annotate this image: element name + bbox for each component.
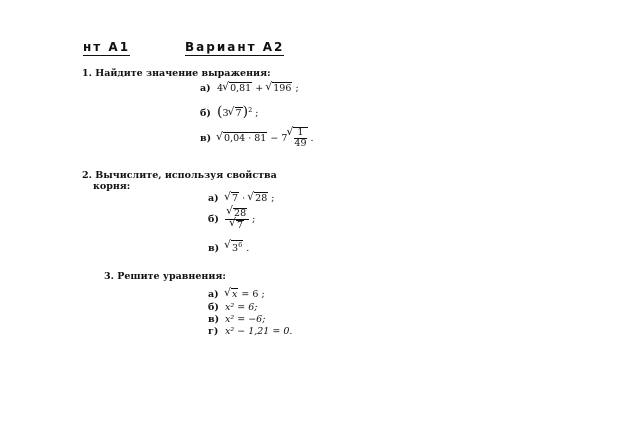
item-label: в) bbox=[208, 314, 220, 325]
task3-item-c bbox=[208, 314, 265, 325]
task1-item-b bbox=[200, 104, 258, 120]
equation: x² = 6; bbox=[225, 302, 258, 313]
task2-title-line2: корня: bbox=[93, 181, 131, 192]
item-label: б) bbox=[208, 214, 219, 225]
task1-item-c bbox=[200, 127, 314, 149]
radicand: 7 bbox=[237, 220, 244, 231]
equation: x² − 1,21 = 0. bbox=[225, 326, 293, 337]
task1-item-a bbox=[200, 82, 299, 94]
radical bbox=[217, 132, 267, 144]
item-label: а) bbox=[200, 83, 211, 94]
terminator: ; bbox=[255, 108, 259, 119]
radicand: 28 bbox=[255, 193, 268, 204]
radical bbox=[248, 192, 268, 204]
close-paren: ) bbox=[242, 104, 249, 120]
radicand: 0,81 bbox=[230, 83, 252, 94]
item-label: б) bbox=[208, 302, 219, 313]
item-label: в) bbox=[200, 133, 212, 144]
radicand: 196 bbox=[273, 83, 292, 94]
radicand: 28 bbox=[234, 208, 247, 219]
item-label: г) bbox=[208, 326, 219, 337]
denominator: 49 bbox=[294, 138, 307, 149]
radical bbox=[266, 82, 292, 94]
radical bbox=[225, 192, 239, 204]
item-label: б) bbox=[200, 108, 211, 119]
radicand: x bbox=[232, 289, 238, 300]
radical bbox=[229, 107, 243, 119]
item-label: а) bbox=[208, 289, 219, 300]
task2-item-c bbox=[208, 240, 249, 254]
terminator: ; bbox=[295, 83, 299, 94]
exponent: 6 bbox=[238, 241, 243, 249]
terminator: ; bbox=[271, 193, 275, 204]
coef: 3 bbox=[222, 108, 229, 119]
base: 3 bbox=[232, 243, 239, 255]
equation-rest: = 6 ; bbox=[241, 289, 265, 300]
radicand: 7 bbox=[232, 193, 239, 204]
task3-title: 3. Решите уравнения: bbox=[104, 271, 226, 282]
exponent: 2 bbox=[248, 105, 253, 114]
equation: x² = −6; bbox=[225, 314, 266, 325]
radical bbox=[230, 220, 244, 231]
radical bbox=[287, 127, 307, 149]
task2-title bbox=[82, 170, 277, 192]
fraction bbox=[225, 208, 249, 231]
radical bbox=[223, 82, 252, 94]
task1-title: 1. Найдите значение выражения: bbox=[82, 68, 271, 79]
item-label: в) bbox=[208, 243, 220, 255]
coef: 4 bbox=[217, 83, 224, 94]
task3-item-a bbox=[208, 288, 265, 300]
terminator: ; bbox=[252, 214, 256, 225]
header-variant: Вариант А2 bbox=[185, 40, 285, 54]
task3-item-d bbox=[208, 326, 292, 337]
task2-item-a bbox=[208, 192, 275, 204]
operator: − 7 bbox=[270, 133, 288, 144]
header-left: нт А1 bbox=[83, 40, 131, 54]
operator: + bbox=[255, 83, 264, 94]
terminator: . bbox=[246, 243, 250, 255]
terminator: . bbox=[310, 133, 314, 144]
numerator: √ 1 bbox=[294, 128, 306, 139]
item-label: а) bbox=[208, 193, 219, 204]
radicand: 7 bbox=[235, 108, 242, 119]
task3-item-b bbox=[208, 302, 257, 313]
radical bbox=[225, 288, 238, 300]
radical bbox=[225, 240, 243, 254]
operator: · bbox=[242, 193, 246, 204]
radicand: 0,04 · 81 bbox=[224, 133, 267, 144]
open-paren: ( bbox=[217, 104, 223, 120]
task2-item-b bbox=[208, 208, 255, 231]
task2-title-line1: 2. Вычислите, используя свойства bbox=[82, 170, 277, 181]
fraction bbox=[294, 128, 306, 149]
